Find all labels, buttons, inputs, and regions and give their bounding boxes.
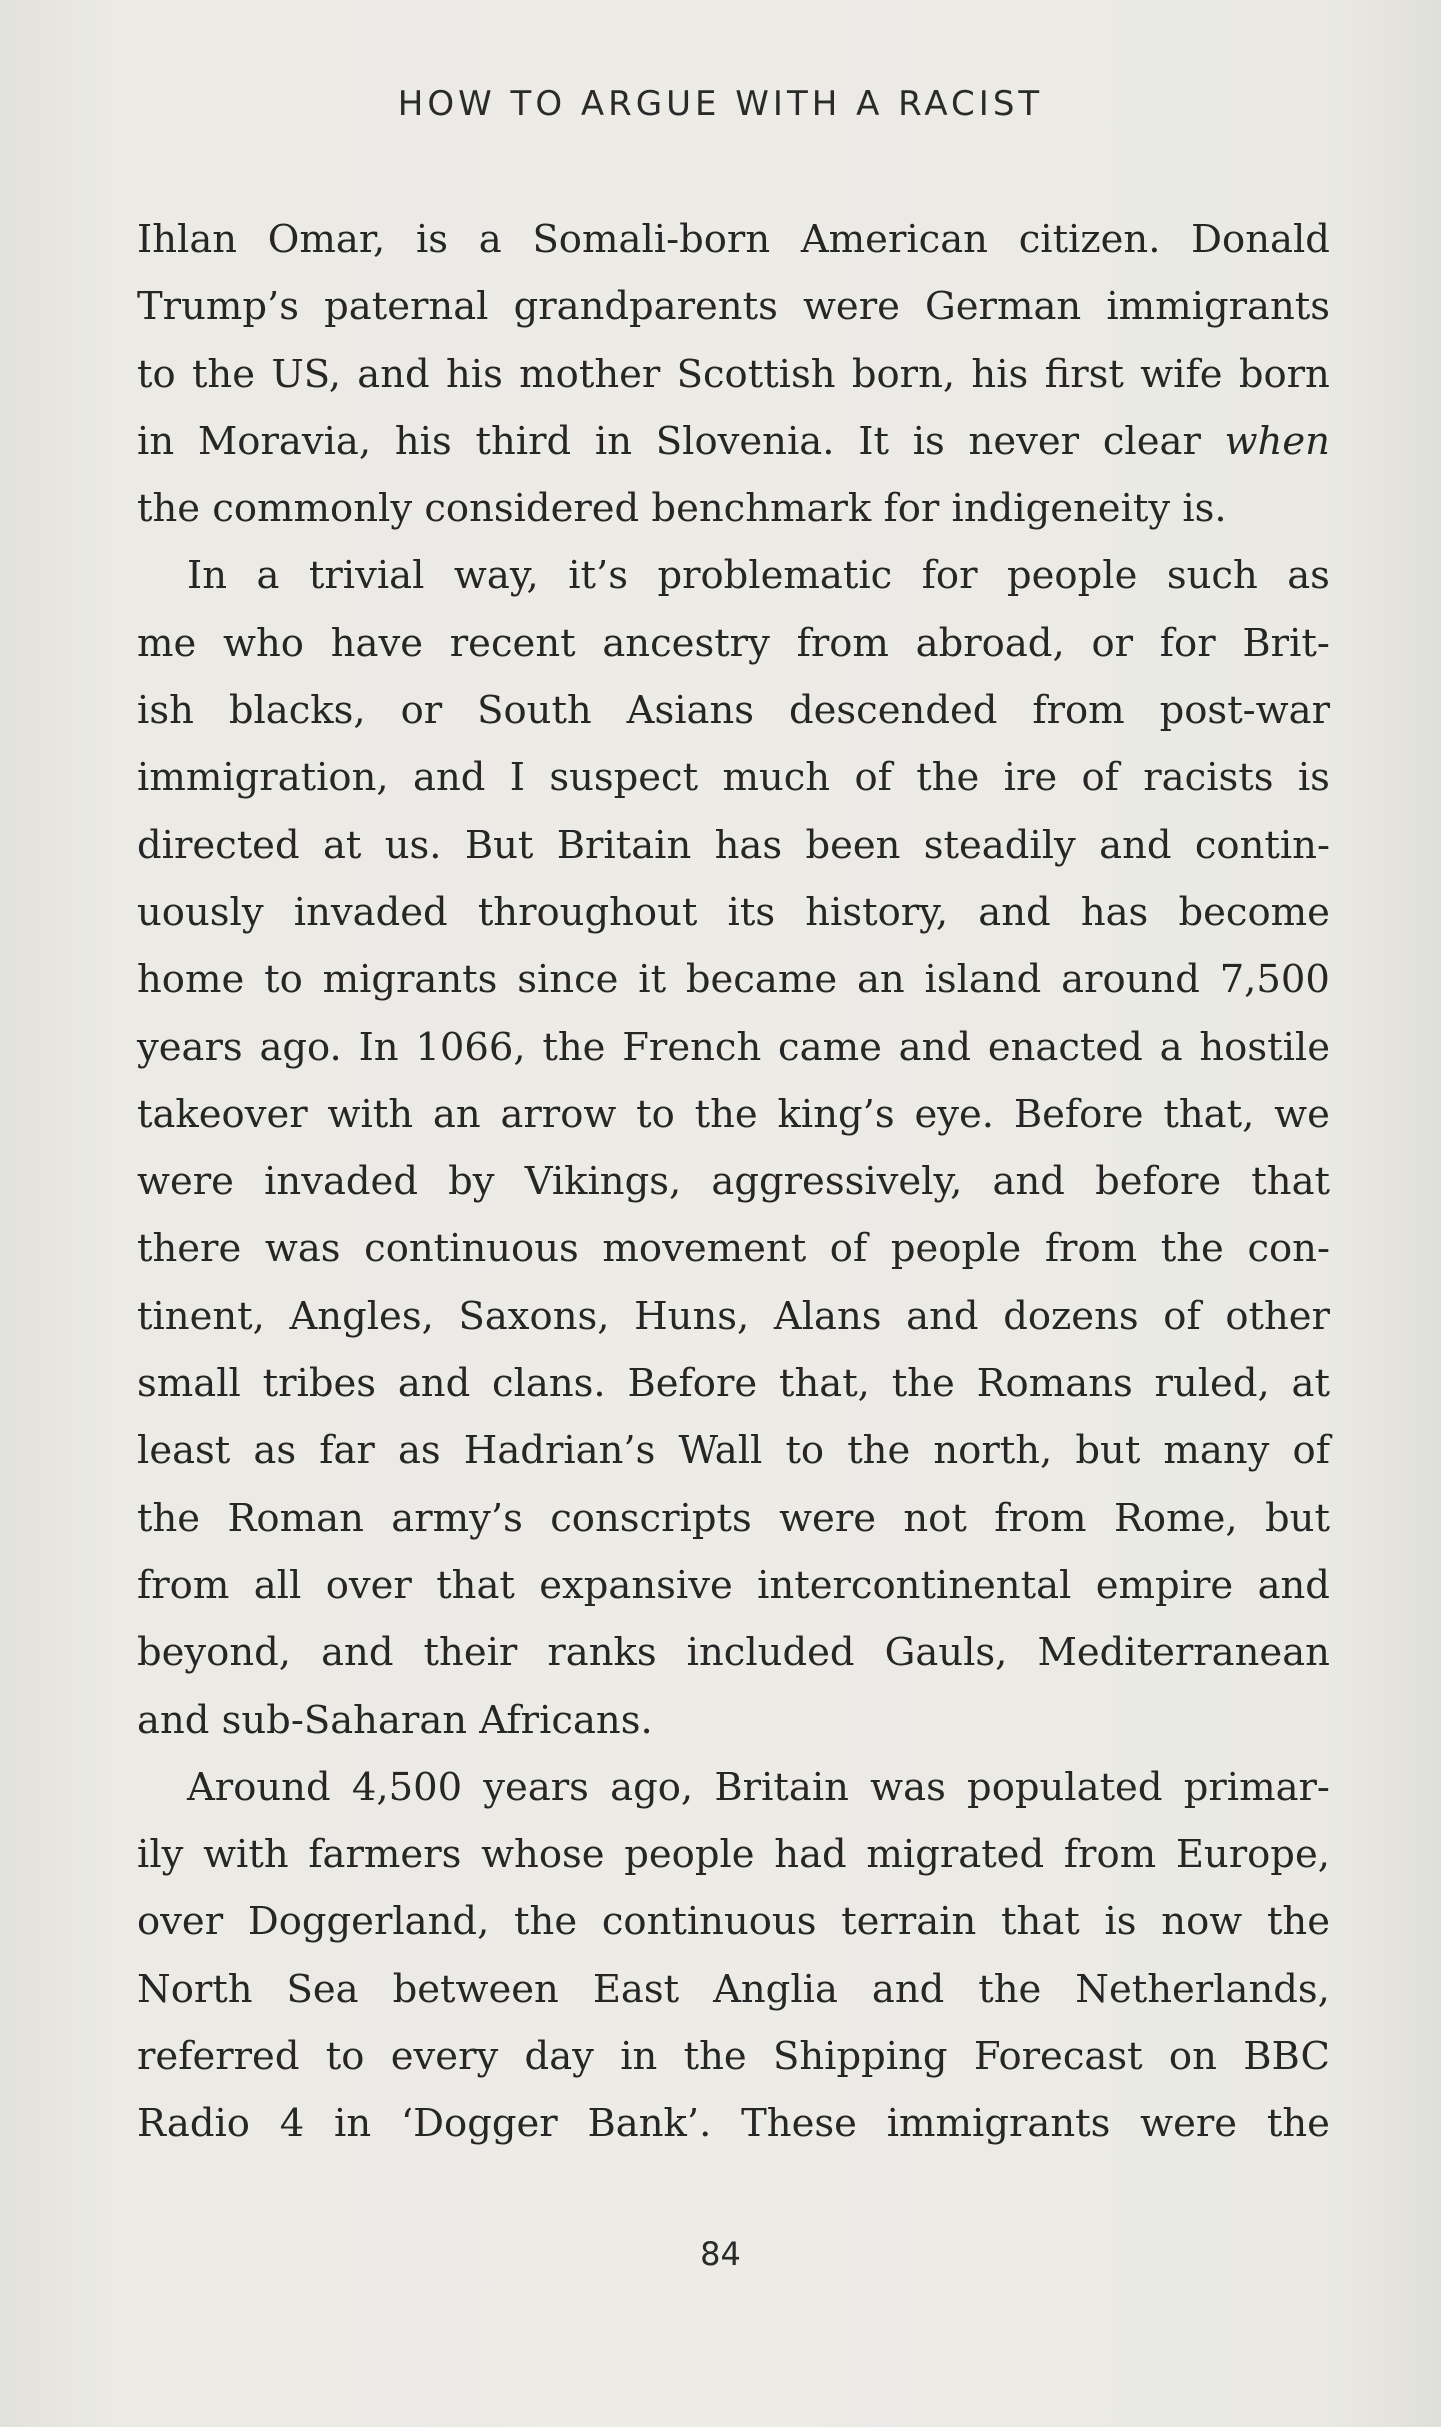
word: populated <box>967 1764 1163 1810</box>
word: from <box>1063 1832 1157 1878</box>
text-line <box>137 879 1330 946</box>
word: and <box>397 1361 471 1407</box>
word: far <box>319 1428 375 1474</box>
word: blacks, <box>228 688 366 734</box>
word: such <box>1166 553 1258 599</box>
word: and <box>898 1024 972 1070</box>
word: continuous <box>601 1899 817 1945</box>
text-line <box>137 1956 1330 2023</box>
word: history, <box>805 889 949 935</box>
word: South <box>477 688 592 734</box>
word: recent <box>449 620 576 666</box>
word: from <box>796 620 889 666</box>
word: Doggerland, <box>247 1899 490 1945</box>
word: US, <box>271 351 341 397</box>
word: came <box>778 1024 882 1070</box>
word: tribes <box>262 1361 377 1407</box>
word: small <box>137 1361 241 1407</box>
word: clear <box>1102 418 1201 464</box>
word: over <box>325 1562 412 1608</box>
word: the <box>137 1495 201 1541</box>
word: years <box>483 1764 589 1810</box>
word: takeover <box>137 1091 308 1137</box>
text-line <box>137 1350 1330 1417</box>
word: the <box>694 1091 758 1137</box>
word: Brit- <box>1242 620 1330 666</box>
word: is <box>1297 755 1330 801</box>
word: North <box>137 1966 253 2012</box>
text-line <box>137 1148 1330 1215</box>
word: Netherlands, <box>1075 1966 1330 2012</box>
word: and <box>992 1159 1065 1205</box>
word: or <box>1091 620 1134 666</box>
text-line <box>137 610 1330 677</box>
word: not <box>903 1495 967 1541</box>
italic-word: when <box>1224 418 1330 464</box>
text-line <box>137 1619 1330 1686</box>
word: Europe, <box>1175 1832 1330 1878</box>
word: of <box>1081 755 1119 801</box>
word: and <box>321 1630 394 1676</box>
word: Hadrian’s <box>463 1428 656 1474</box>
word: Bank’. <box>587 2101 712 2147</box>
word: and <box>1257 1562 1330 1608</box>
word: hostile <box>1199 1024 1330 1070</box>
word: king’s <box>777 1091 895 1137</box>
word: in <box>620 2034 658 2080</box>
word: movement <box>602 1226 807 1272</box>
word: post-war <box>1159 688 1330 734</box>
word: it’s <box>568 553 628 599</box>
word: conscripts <box>550 1495 752 1541</box>
word: with <box>203 1832 289 1878</box>
word: enacted <box>987 1024 1143 1070</box>
word: or <box>400 688 443 734</box>
word: mother <box>519 351 661 397</box>
word: army’s <box>391 1495 523 1541</box>
word: it <box>638 957 667 1003</box>
word: immigrants <box>886 2101 1111 2147</box>
word: have <box>330 620 424 666</box>
text-line <box>137 812 1330 879</box>
text-line: the commonly considered benchmark for indigeneity is. <box>137 486 1227 532</box>
word: his <box>446 351 503 397</box>
word: expansive <box>539 1562 733 1608</box>
word: the <box>891 1361 955 1407</box>
word: years <box>137 1024 243 1070</box>
word: we <box>1274 1091 1330 1137</box>
word: in <box>137 418 175 464</box>
word: an <box>856 957 905 1003</box>
word: Somali-born <box>532 217 771 262</box>
word: Rome, <box>1113 1495 1238 1541</box>
word: the <box>1266 2101 1330 2147</box>
word: people <box>624 1832 755 1878</box>
word: day <box>524 2034 594 2080</box>
word: other <box>1225 1293 1330 1339</box>
word: problematic <box>657 553 893 599</box>
word: at <box>1291 1361 1330 1407</box>
text-line <box>137 1417 1330 1484</box>
word: ruled, <box>1154 1361 1270 1407</box>
word: tinent, <box>137 1293 265 1339</box>
word: since <box>517 957 619 1003</box>
word: has <box>714 822 783 868</box>
word: us. <box>384 822 442 868</box>
word: of <box>854 755 892 801</box>
word: who <box>223 620 304 666</box>
running-head: HOW TO ARGUE WITH A RACIST <box>397 84 1044 124</box>
word: invaded <box>293 889 448 935</box>
word: is <box>1104 1899 1137 1945</box>
word: whose <box>481 1832 605 1878</box>
word: ranks <box>547 1630 657 1676</box>
word: ancestry <box>602 620 770 666</box>
word: with <box>327 1091 414 1137</box>
word: Sea <box>286 1966 359 2012</box>
word: were <box>802 284 900 330</box>
word: a <box>478 217 502 262</box>
word: 7,500 <box>1219 957 1330 1003</box>
word: of <box>1163 1293 1201 1339</box>
word: Gauls, <box>884 1630 1008 1676</box>
text-line <box>137 2023 1330 2090</box>
word: to <box>636 1091 675 1137</box>
word: immigrants <box>1106 284 1330 330</box>
word: Before <box>627 1361 758 1407</box>
word: 4 <box>279 2101 305 2147</box>
text-line <box>137 1485 1330 1552</box>
word: people <box>890 1226 1022 1272</box>
word: continuous <box>364 1226 579 1272</box>
word: much <box>722 755 831 801</box>
word: that <box>1001 1899 1080 1945</box>
word: Donald <box>1191 217 1330 262</box>
word: their <box>423 1630 518 1676</box>
word: there <box>137 1226 242 1272</box>
word: and <box>871 1966 945 2012</box>
text-line <box>137 206 1330 273</box>
word: Britain <box>714 1764 849 1810</box>
word: But <box>464 822 534 868</box>
word: to <box>325 2034 365 2080</box>
word: Roman <box>227 1495 364 1541</box>
word: Alans <box>773 1293 882 1339</box>
word: born, <box>851 351 956 397</box>
word: referred <box>137 2034 300 2080</box>
word: Scottish <box>676 351 836 397</box>
word: never <box>968 418 1080 464</box>
word: the <box>683 2034 747 2080</box>
text-line <box>137 408 1330 475</box>
word: Asians <box>626 688 755 734</box>
word: contin- <box>1194 822 1330 868</box>
word: Forecast <box>973 2034 1143 2080</box>
text-line <box>137 677 1330 744</box>
word: were <box>1140 2101 1238 2147</box>
word: was <box>870 1764 946 1810</box>
word: first <box>1044 351 1124 397</box>
word: American <box>800 217 988 262</box>
word: from <box>1044 1226 1138 1272</box>
word: as <box>397 1428 441 1474</box>
word: BBC <box>1243 2034 1330 2080</box>
word: the <box>514 1899 578 1945</box>
text-line <box>137 1081 1330 1148</box>
text-line <box>137 946 1330 1013</box>
word: before <box>1095 1159 1222 1205</box>
word: has <box>1080 889 1149 935</box>
word: become <box>1178 889 1330 935</box>
word: terrain <box>841 1899 977 1945</box>
word: was <box>264 1226 341 1272</box>
word: eye. <box>914 1091 995 1137</box>
word: intercontinental <box>757 1562 1072 1608</box>
word: of <box>1292 1428 1330 1474</box>
word: born <box>1238 351 1330 397</box>
word: in <box>594 418 633 464</box>
word: Angles, <box>289 1293 434 1339</box>
word: Before <box>1013 1091 1144 1137</box>
word: from <box>994 1495 1087 1541</box>
word: the <box>978 1966 1042 2012</box>
word: Omar, <box>267 217 386 262</box>
word: Mediterranean <box>1037 1630 1330 1676</box>
word: racists <box>1143 755 1274 801</box>
word: farmers <box>308 1832 462 1878</box>
word: dozens <box>1003 1293 1139 1339</box>
word: around <box>1061 957 1200 1003</box>
word: had <box>774 1832 847 1878</box>
word: Wall <box>678 1428 763 1474</box>
word: to <box>785 1428 825 1474</box>
word: island <box>924 957 1042 1003</box>
word: to <box>137 351 176 397</box>
text-line <box>137 341 1330 408</box>
word: 1066, <box>415 1024 526 1070</box>
word: primar- <box>1183 1764 1330 1810</box>
word: me <box>137 620 197 666</box>
word: descended <box>788 688 998 734</box>
word: Huns, <box>634 1293 750 1339</box>
word: German <box>925 284 1082 330</box>
word: ago. <box>259 1024 342 1070</box>
word: In <box>358 1024 399 1070</box>
word: his <box>971 351 1029 397</box>
word: ily <box>137 1832 184 1878</box>
word: is <box>415 217 449 262</box>
word: ‘Dogger <box>400 2101 558 2147</box>
word: East <box>592 1966 680 2012</box>
word: clans. <box>492 1361 606 1407</box>
word: from <box>137 1562 230 1608</box>
word: many <box>1163 1428 1270 1474</box>
word: became <box>685 957 838 1003</box>
word: at <box>322 822 362 868</box>
word: wife <box>1140 351 1223 397</box>
text-line <box>137 2090 1330 2157</box>
word: were <box>779 1495 877 1541</box>
word: for <box>921 553 978 599</box>
word: Ihlan <box>137 217 238 262</box>
word: north, <box>933 1428 1053 1474</box>
word: arrow <box>500 1091 617 1137</box>
word: In <box>187 553 228 599</box>
word: French <box>622 1024 762 1070</box>
word: now <box>1161 1899 1243 1945</box>
word: ago, <box>610 1764 694 1810</box>
word: the <box>191 351 256 397</box>
word: Saxons, <box>458 1293 610 1339</box>
word: directed <box>137 822 300 868</box>
word: suspect <box>549 755 699 801</box>
word: and <box>906 1293 979 1339</box>
word: Vikings, <box>524 1159 682 1205</box>
word: the <box>542 1024 606 1070</box>
word: aggressively, <box>711 1159 963 1205</box>
word: It <box>858 418 889 464</box>
word: migrated <box>866 1832 1045 1878</box>
word: Anglia <box>713 1966 838 2012</box>
paragraph-first-line <box>137 542 1330 609</box>
word: uously <box>137 889 264 935</box>
word: on <box>1168 2034 1217 2080</box>
word: every <box>390 2034 499 2080</box>
word: but <box>1075 1428 1141 1474</box>
text-line: and sub-Saharan Africans. <box>137 1697 653 1743</box>
word: These <box>741 2101 857 2147</box>
word: least <box>137 1428 231 1474</box>
word: Britain <box>556 822 692 868</box>
word: third <box>475 418 572 464</box>
word: empire <box>1095 1562 1234 1608</box>
word: I <box>509 755 525 801</box>
word: and <box>978 889 1051 935</box>
word: and <box>357 351 430 397</box>
word: Shipping <box>773 2034 948 2080</box>
word: to <box>264 957 303 1003</box>
word: ish <box>137 688 194 734</box>
text-line <box>137 1215 1330 1282</box>
word: a <box>256 553 280 599</box>
word: citizen. <box>1018 217 1161 262</box>
word: abroad, <box>915 620 1065 666</box>
word: is <box>912 418 945 464</box>
word: over <box>137 1899 224 1945</box>
text-line <box>137 1821 1330 1888</box>
word: that <box>436 1562 515 1608</box>
word: throughout <box>477 889 698 935</box>
word: Moravia, <box>197 418 372 464</box>
word: as <box>1287 553 1330 599</box>
text-line <box>137 1014 1330 1081</box>
word: Romans <box>976 1361 1133 1407</box>
word: the <box>847 1428 911 1474</box>
text-line <box>137 1552 1330 1619</box>
word: home <box>137 957 245 1003</box>
word: Slovenia. <box>655 418 835 464</box>
word: and <box>413 755 486 801</box>
paragraph-first-line <box>137 1754 1330 1821</box>
word: that, <box>778 1361 870 1407</box>
word: and <box>1099 822 1172 868</box>
word: were <box>137 1159 234 1205</box>
word: con- <box>1247 1226 1330 1272</box>
word: all <box>253 1562 302 1608</box>
text-line <box>137 1888 1330 1955</box>
word: trivial <box>308 553 425 599</box>
word: the <box>1266 1899 1330 1945</box>
word: the <box>1160 1226 1224 1272</box>
word: but <box>1265 1495 1330 1541</box>
text-line <box>137 1283 1330 1350</box>
word: that <box>1251 1159 1330 1205</box>
page-number: 84 <box>700 2235 741 2273</box>
word: immigration, <box>137 755 389 801</box>
word: an <box>432 1091 481 1137</box>
word: from <box>1032 688 1125 734</box>
word: migrants <box>322 957 498 1003</box>
word: Radio <box>137 2101 250 2147</box>
word: his <box>394 418 452 464</box>
word: its <box>727 889 776 935</box>
word: been <box>805 822 901 868</box>
word: steadily <box>923 822 1076 868</box>
word: by <box>448 1159 495 1205</box>
word: included <box>686 1630 855 1676</box>
word: beyond, <box>137 1630 292 1676</box>
word: between <box>392 1966 559 2012</box>
word: a <box>1159 1024 1183 1070</box>
word: paternal <box>324 284 489 330</box>
text-line <box>137 273 1330 340</box>
word: as <box>253 1428 297 1474</box>
word: that, <box>1163 1091 1255 1137</box>
word: ire <box>1003 755 1058 801</box>
word: 4,500 <box>351 1764 463 1810</box>
word: Trump’s <box>137 284 300 330</box>
word: the <box>916 755 980 801</box>
word: grandparents <box>513 284 778 330</box>
word: Around <box>187 1764 331 1810</box>
word: in <box>334 2101 372 2147</box>
word: way, <box>453 553 539 599</box>
word: invaded <box>264 1159 418 1205</box>
word: of <box>829 1226 868 1272</box>
word: for <box>1159 620 1216 666</box>
text-line <box>137 744 1330 811</box>
body-text <box>137 206 1330 2158</box>
word: people <box>1007 553 1138 599</box>
